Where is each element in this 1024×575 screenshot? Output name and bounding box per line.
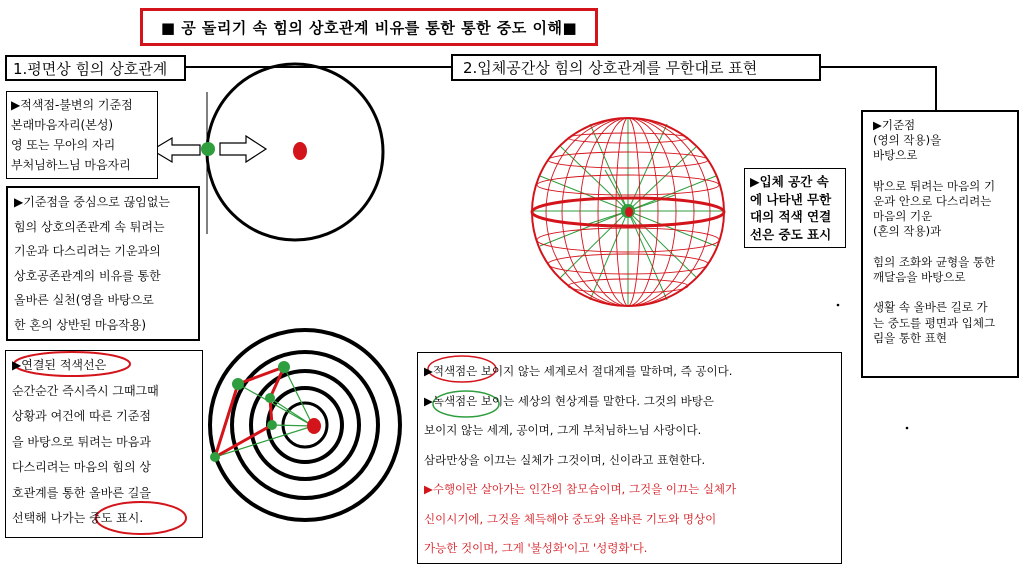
reference-line: ▶적색점-불변의 기준점 — [11, 98, 133, 112]
right-line: 생활 속 올바른 길로 가 — [873, 300, 988, 315]
connected-line: 순간순간 즉시즉시 그때그때 — [12, 383, 159, 398]
connected-line: 다스리려는 마음의 힘의 상 — [12, 460, 151, 474]
right-explanation-box — [861, 110, 1019, 378]
concentric-circles-figure — [210, 330, 400, 520]
dot-mark — [906, 427, 909, 430]
dot-mark — [837, 304, 840, 307]
reference-line: 본래마음자리(본성) — [11, 118, 114, 132]
right-line: 는 중도를 평면과 입체그 — [873, 315, 996, 330]
page-title: ■ 공 돌리기 속 힘의 상호관계 비유를 통한 통한 중도 이해■ — [140, 8, 598, 46]
bottom-line: ▶녹색점은 보이는 세상의 현상계를 말한다. 그것의 바탕은 — [424, 393, 714, 408]
sphere-caption-line: 선은 중도 표시 — [750, 226, 832, 242]
reference-line: 부처님하느님 마음자리 — [11, 158, 131, 172]
sphere-caption-line: ▶입체 공간 속 — [750, 174, 829, 189]
connected-line: 상황과 여건에 따른 기준점 — [12, 409, 151, 423]
bottom-line: 삼라만상을 이끄는 실체가 그것이며, 신이라고 표현한다. — [424, 452, 706, 467]
section2-label: 2.입체공간상 힘의 상호관계를 무한대로 표현 — [451, 54, 821, 81]
relation-box — [6, 186, 200, 341]
red-reference-point — [293, 142, 307, 160]
green-point — [201, 142, 215, 156]
right-line: (영의 작용)을 — [873, 133, 942, 148]
connected-line: ▶연결된 적색선은 — [12, 358, 107, 372]
arrow-left-icon — [152, 138, 200, 162]
connected-line-box — [5, 350, 203, 538]
right-line — [873, 164, 1007, 179]
connected-line: 을 바탕으로 튀려는 마음과 — [12, 434, 151, 449]
sphere-red-center — [625, 207, 633, 217]
ring-2 — [232, 352, 378, 498]
arrow-right-icon — [220, 136, 266, 162]
sphere-caption-box — [744, 168, 846, 248]
right-line: 바탕으로 — [873, 148, 918, 163]
connected-line: 호관계를 통한 올바른 길을 — [12, 485, 151, 500]
bottom-line: ▶적색점은 보이지 않는 세계로서 절대계를 말하며, 즉 공이다. — [424, 364, 733, 378]
bottom-explanation-box — [417, 352, 842, 564]
right-line: 마음의 기운 — [873, 209, 933, 224]
relation-line: 기운과 다스리려는 기운과의 — [14, 244, 161, 258]
bottom-line-red: ▶수행이란 살아가는 인간의 참모습이며, 그것을 이끄는 실체가 — [424, 482, 737, 496]
center-red-point — [307, 418, 321, 434]
relation-line: 한 혼의 상반된 마음작용) — [14, 317, 147, 332]
outer-ring — [210, 330, 400, 520]
right-line: 운과 안으로 다스리려는 — [873, 194, 992, 209]
connected-line: 선택해 나가는 중도 표시. — [12, 511, 144, 525]
right-line: 림을 통한 표현 — [873, 330, 947, 345]
right-line: (혼의 작용)과 — [873, 224, 942, 239]
bottom-line-red: 가능한 것이며, 그게 '불성화'이고 '성령화'다. — [424, 541, 648, 555]
right-line: 힘의 조화와 균형을 통한 — [873, 254, 996, 269]
right-line — [873, 285, 1007, 300]
section1-label: 1.평면상 힘의 상호관계 — [5, 55, 186, 81]
right-line: 깨달음을 바탕으로 — [873, 270, 966, 285]
right-line — [873, 240, 1007, 255]
relation-line: 상호공존관계의 비유를 통한 — [14, 268, 161, 283]
sphere-caption-line: 에 나타낸 무한 — [750, 191, 832, 207]
relation-line: 힘의 상호의존관계 속 튀려는 — [14, 219, 165, 234]
right-line: 밖으로 튀려는 마음의 기 — [873, 178, 996, 193]
reference-line: 영 또는 무아의 자리 — [11, 138, 116, 152]
sphere-caption-line: 대의 적색 연결 — [750, 209, 832, 224]
relation-line: 올바른 실천(영을 바탕으로 — [14, 293, 154, 307]
bottom-line: 보이지 않는 세계, 공이며, 그게 부처님하느님 사랑이다. — [424, 423, 702, 437]
right-line: ▶기준점 — [873, 118, 916, 132]
bottom-line-red: 신이시기에, 그것을 체득해야 중도와 올바른 기도와 명상이 — [424, 511, 717, 526]
reference-point-box — [6, 91, 158, 179]
relation-line: ▶기준점을 중심으로 끊임없는 — [14, 195, 170, 209]
sphere-figure — [532, 118, 724, 306]
